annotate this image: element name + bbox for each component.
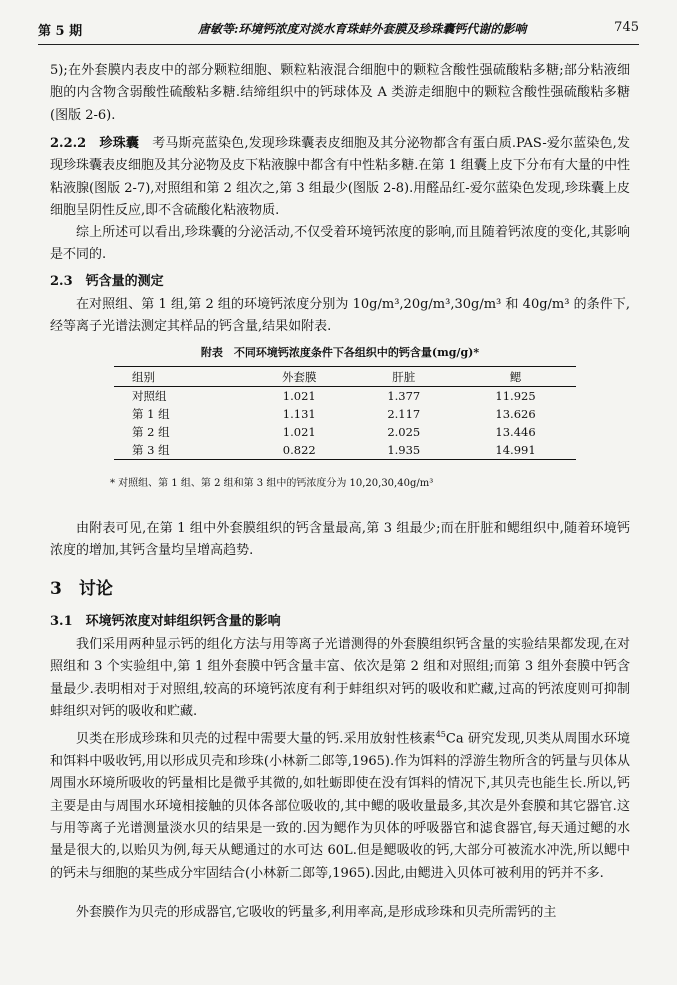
table-cell: 对照组 — [132, 389, 167, 403]
section-3-1-heading — [50, 610, 281, 629]
paragraph-table-result: 由附表可见,在第 1 组中外套膜组织的钙含量最高,第 3 组最少;而在肝脏和鳃组织中,随着环境钙浓度的增加,其钙含量均呈增高趋势. — [50, 521, 630, 559]
table-cell: 13.446 — [495, 425, 536, 439]
col-header-mantle: 外套膜 — [246, 367, 353, 387]
paragraph-summary: 综上所述可以看出,珍珠囊的分泌活动,不仅受着环境钙浓度的影响,而且随着钙浓度的变化,其影响是不同的. — [50, 225, 630, 263]
table-cell: 第 1 组 — [132, 407, 170, 421]
section-2-3-number: 2.3 — [50, 274, 73, 289]
col-header-group: 组别 — [114, 367, 246, 387]
table-cell: 2.117 — [387, 407, 421, 421]
table-row — [114, 423, 576, 441]
section-3-number: 3 — [50, 579, 62, 599]
section-2-2-2 — [50, 133, 630, 223]
table-cell: 第 3 组 — [114, 441, 246, 460]
header-rule — [38, 44, 639, 45]
table-cell: 0.822 — [246, 441, 353, 460]
table-cell: 1.935 — [353, 441, 456, 460]
section-3-title: 讨论 — [78, 579, 113, 599]
table-cell: 1.131 — [282, 407, 316, 421]
section-2-2-2-text: 考马斯亮蓝染色,发现珍珠囊表皮细胞及其分泌物都含有蛋白质.PAS-爱尔蓝染色,发现珍珠囊表皮细胞及其分泌物及皮下粘液腺中都含有中性粘多糖.在第 1 组囊上皮下分布有大量的中性粘液腺(图版 2-7),对照组和第 2 组次之,第 3 组最少(图版 2-8).用醛品红-爱尔蓝染色发现,珍珠囊上皮细胞呈阴性反应,即不含硫酸化粘液物质. — [50, 136, 630, 219]
paragraph-3-1-a: 我们采用两种显示钙的组化方法与用等离子光谱测得的外套膜组织钙含量的实验结果都发现,在对照组和 3 个实验组中,第 1 组外套膜中钙含量丰富、依次是第 2 组和对照组;而第 3 组外套膜中钙含量最少.表明相对于对照组,较高的环境钙浓度有利于蚌组织对钙的吸收和贮藏,过高的钙浓度则可抑制蚌组织对钙的吸收和贮藏. — [50, 637, 630, 720]
table-cell: 11.925 — [495, 389, 536, 403]
table-row — [114, 387, 576, 406]
col-header-gill: 鳃 — [455, 367, 576, 387]
running-title: 唐敏等:环境钙浓度对淡水育珠蚌外套膜及珍珠囊钙代谢的影响 — [198, 22, 527, 36]
section-2-2-2-number: 2.2.2 — [50, 136, 87, 151]
table-cell: 1.021 — [282, 425, 316, 439]
table-cell: 2.025 — [387, 425, 421, 439]
table-cell: 14.991 — [455, 441, 576, 460]
issue-number: 第 5 期 — [38, 24, 83, 39]
section-2-2-2-title: 珍珠囊 — [99, 136, 140, 151]
paragraph-continuation: 5);在外套膜内表皮中的部分颗粒细胞、颗粒粘液混合细胞中的颗粒含酸性强硫酸粘多糖;部分粘液细胞的内含物含弱酸性硫酸粘多糖.结缔组织中的钙球体及 A 类游走细胞中的颗粒含酸性强硫酸粘多糖(图版 2-6). — [50, 63, 630, 123]
calcium-content-table — [114, 366, 576, 460]
paragraph-3-1-b-start: 贝类在形成珍珠和贝壳的过程中需要大量的钙.采用放射性核素 — [76, 731, 436, 747]
table-caption: 附表 不同环境钙浓度条件下各组织中的钙含量(mg/g)* — [200, 346, 480, 359]
section-2-3-heading — [50, 270, 164, 289]
section-2-3-title: 钙含量的测定 — [85, 274, 164, 289]
table-footnote: * 对照组、第 1 组、第 2 组和第 3 组中的钙浓度分为 10,20,30,40g/m³ — [110, 478, 434, 489]
section-3-1-number: 3.1 — [50, 614, 73, 629]
table-cell: 第 2 组 — [132, 425, 170, 439]
table-cell: 1.377 — [387, 389, 421, 403]
col-header-liver: 肝脏 — [353, 367, 456, 387]
running-header — [38, 18, 639, 40]
paragraph-3-1-b-rest: Ca 研究发现,贝类从周围水环境和饵料中吸收钙,用以形成贝壳和珍珠(小林新二郎等,1965).作为饵料的浮游生物所含的钙量与贝体从周围水环境所吸收的钙量相比是微乎其微的,如牡蛎即使在没有饵料的情况下,其贝壳也能生长.所以,钙主要是由与周围水环境相接触的贝体各部位吸收的,其中鳃的吸收量最多,其次是外套膜和其它器官.这与用等离子光谱测量淡水贝的结果是一致的.因为鳃作为贝体的呼吸器官和滤食器官,每天通过鳃的水量是很大的,以贻贝为例,每天从鳃通过的水可达 60L.但是鳃吸收的钙,大部分可被流水冲洗,所以鳃中的钙未与细胞的某些成分牢固结合(小林新二郎等,1965).因此,由鳃进入贝体可被利用的钙并不多. — [50, 731, 630, 881]
section-3-1-title: 环境钙浓度对蚌组织钙含量的影响 — [85, 614, 281, 629]
table-cell: 13.626 — [495, 407, 536, 421]
isotope-superscript: 45 — [435, 730, 446, 739]
table-row — [114, 405, 576, 423]
paragraph-3-1-b — [50, 724, 630, 885]
section-3-heading — [50, 574, 113, 599]
section-2-3-text: 在对照组、第 1 组,第 2 组的环境钙浓度分别为 10g/m³,20g/m³,30g/m³ 和 40g/m³ 的条件下,经等离子光谱法测定其样品的钙含量,结果如附表. — [50, 297, 630, 335]
paragraph-last: 外套膜作为贝壳的形成器官,它吸收的钙量多,利用率高,是形成珍珠和贝壳所需钙的主 — [76, 905, 557, 920]
page-number: 745 — [614, 20, 639, 35]
table-cell: 1.021 — [282, 389, 316, 403]
table-row — [114, 441, 576, 460]
table-header-row — [114, 367, 576, 387]
